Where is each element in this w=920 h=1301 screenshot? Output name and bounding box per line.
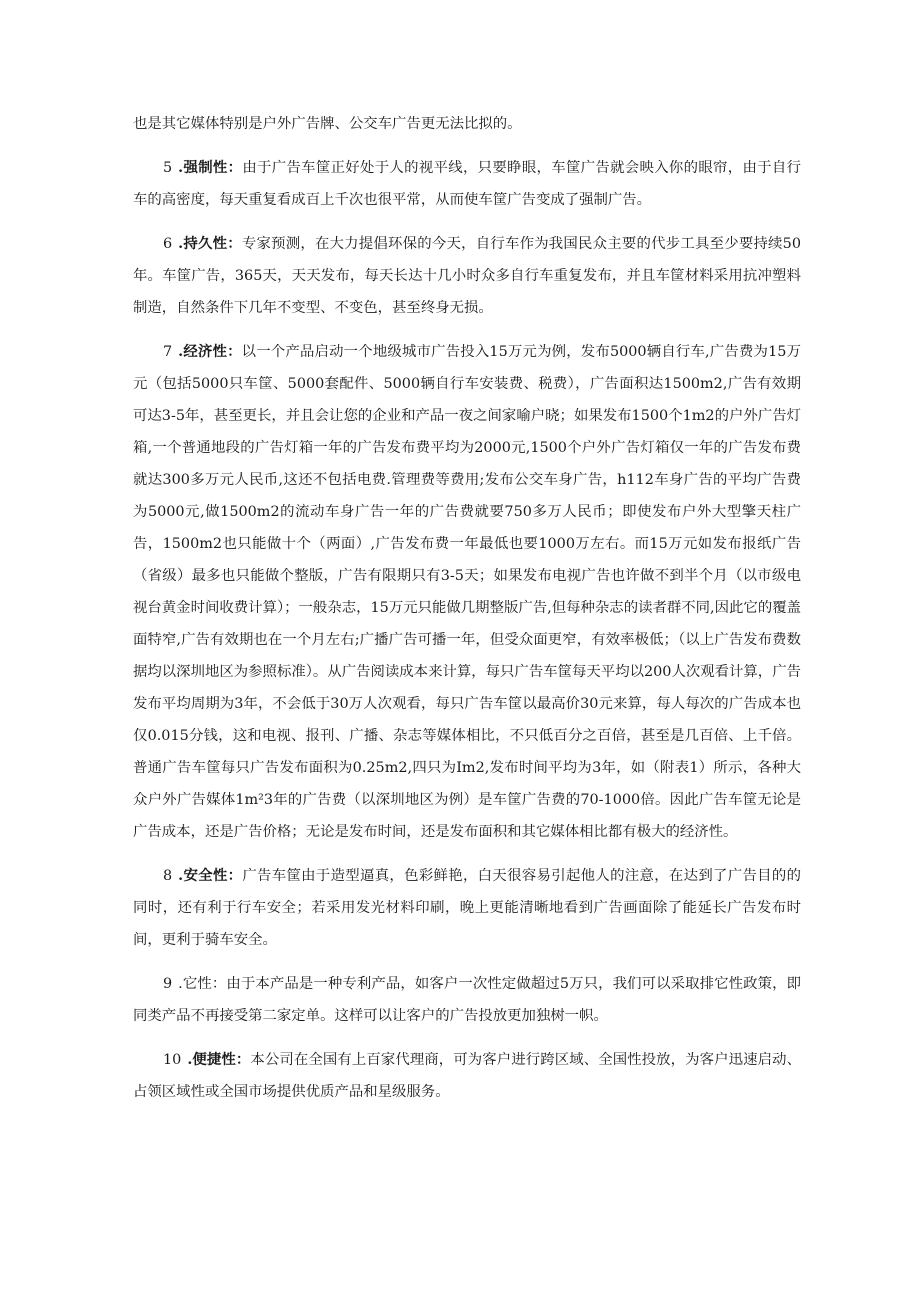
item-7-paragraph <box>133 336 801 848</box>
item-7-heading: .经济性： <box>178 343 242 360</box>
item-5-number: 5 <box>163 160 173 176</box>
document-page <box>133 108 801 1120</box>
item-5-paragraph <box>133 152 801 216</box>
item-8-heading: .安全性： <box>178 867 243 884</box>
item-9-number: 9 <box>163 976 173 992</box>
intro-paragraph: 也是其它媒体特别是户外广告牌、公交车广告更无法比拟的。 <box>133 116 522 132</box>
item-6-text: 专家预测，在大力提倡环保的今天，自行车作为我国民众主要的代步工具至少要持续50年。车筐广告，365天，天天发布，每天长达十几小时众多自行车重复发布，并且车筐材料采用抗冲塑料制造，自然条件下几年不变型、不变色，甚至终身无损。 <box>133 236 801 316</box>
item-6-number: 6 <box>163 236 173 252</box>
item-8-text: 广告车筐由于造型逼真，色彩鲜艳，白天很容易引起他人的注意，在达到了广告目的的同时，还有利于行车安全；若采用发光材料印刷，晚上更能清晰地看到广告画面除了能延长广告发布时间，更利于骑车安全。 <box>133 868 801 948</box>
item-9-paragraph <box>133 968 801 1032</box>
item-9-heading: .它性： <box>178 976 227 992</box>
item-5-heading: .强制性： <box>178 159 243 176</box>
item-10-number: 10 <box>163 1052 182 1068</box>
item-8-number: 8 <box>163 868 173 884</box>
item-6-paragraph <box>133 228 801 324</box>
item-7-number: 7 <box>163 344 173 360</box>
item-10-paragraph <box>133 1044 801 1108</box>
item-8-paragraph <box>133 860 801 956</box>
item-10-heading: .便捷性： <box>187 1051 251 1068</box>
item-6-heading: .持久性： <box>178 235 242 252</box>
item-10-text: 本公司在全国有上百家代理商，可为客户进行跨区域、全国性投放，为客户迅速启动、占领区域性或全国市场提供优质产品和星级服务。 <box>133 1052 801 1100</box>
item-5-text: 由于广告车筐正好处于人的视平线，只要睁眼，车筐广告就会映入你的眼帘，由于自行车的高密度，每天重复看成百上千次也很平常，从而使车筐广告变成了强制广告。 <box>133 160 801 208</box>
item-9-text: 由于本产品是一种专利产品，如客户一次性定做超过5万只，我们可以采取排它性政策，即同类产品不再接受第二家定单。这样可以让客户的广告投放更加独树一帜。 <box>133 976 801 1024</box>
item-7-text: 以一个产品启动一个地级城市广告投入15万元为例，发布5000辆自行车,广告费为15万元（包括5000只车筐、5000套配件、5000辆自行车安装费、税费），广告面积达1500m2,广告有效期可达3-5年，甚至更长，并且会让您的企业和产品一夜之间家喻户晓；如果发布1500个1m2的户外广告灯箱,一个普通地段的广告灯箱一年的广告发布费平均为2000元,1500个户外广告灯箱仅一年的广告发布费就达300多万元人民币,这还不包括电费.管理费等费用;发布公交车身广告，h112车身广告的平均广告费为5000元,做1500m2的流动车身广告一年的广告费就要750多万人民币；即使发布户外大型擎天柱广告，1500m2也只能做十个（两面）,广告发布费一年最低也要1000万左右。而15万元如发布报纸广告（省级）最多也只能做个整版，广告有限期只有3-5天；如果发布电视广告也许做不到半个月（以市级电视台黄金时间收费计算）；一般杂志，15万元只能做几期整版广告,但每种杂志的读者群不同,因此它的覆盖面特窄,广告有效期也在一个月左右;广播广告可播一年，但受众面更窄，有效率极低；（以上广告发布费数据均以深圳地区为参照标准）。从广告阅读成本来计算，每只广告车筐每天平均以200人次观看计算，广告发布平均周期为3年，不会低于30万人次观看，每只广告车筐以最高价30元来算，每人每次的广告成本也仅0.015分钱，这和电视、报刊、广播、杂志等媒体相比，不只低百分之百倍，甚至是几百倍、上千倍。普通广告车筐每只广告发布面积为0.25m2,四只为Im2,发布时间平均为3年，如（附表1）所示，各种大众户外广告媒体1m²3年的广告费（以深圳地区为例）是车筐广告费的70-1000倍。因此广告车筐无论是广告成本，还是广告价格；无论是发布时间，还是发布面积和其它媒体相比都有极大的经济性。 <box>133 344 801 840</box>
